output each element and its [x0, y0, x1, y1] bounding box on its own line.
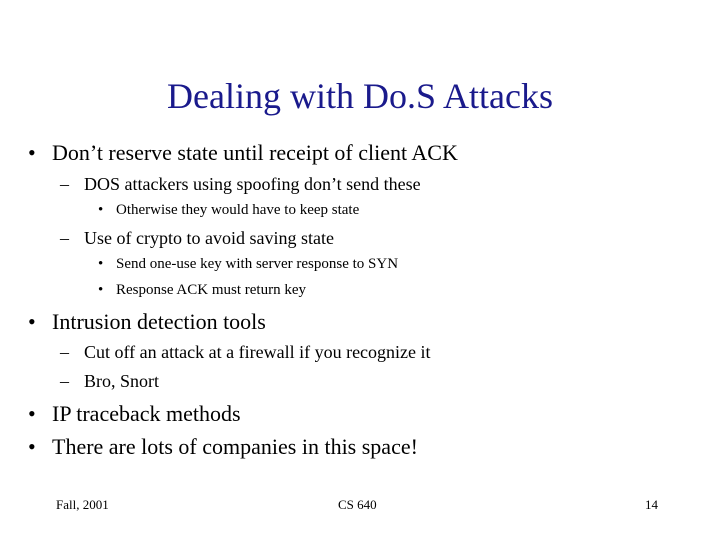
dash-marker: –: [60, 228, 69, 248]
bullet-marker: •: [98, 202, 104, 218]
sub-bullet-text: Cut off an attack at a firewall if you recognize it: [84, 342, 431, 362]
bullet-text: IP traceback methods: [52, 401, 241, 426]
footer-course: CS 640: [338, 497, 377, 512]
sub-sub-bullet-text: Response ACK must return key: [116, 282, 306, 298]
sub-bullet-text: DOS attackers using spoofing don’t send these: [84, 174, 421, 194]
bullet-marker: •: [28, 401, 36, 426]
dash-marker: –: [60, 371, 69, 391]
sub-bullet-text: Use of crypto to avoid saving state: [84, 228, 334, 248]
bullet-marker: •: [28, 309, 36, 334]
bullet-text: Intrusion detection tools: [52, 309, 266, 334]
sub-sub-bullet-text: Send one-use key with server response to SYN: [116, 256, 399, 272]
sub-bullet-text: Bro, Snort: [84, 371, 160, 391]
sub-sub-bullet-text: Otherwise they would have to keep state: [116, 202, 360, 218]
footer-page-number: 14: [645, 497, 658, 512]
bullet-marker: •: [28, 140, 36, 165]
bullet-text: Don’t reserve state until receipt of client ACK: [52, 140, 458, 165]
footer-date: Fall, 2001: [56, 497, 109, 512]
bullet-marker: •: [98, 256, 104, 272]
bullet-marker: •: [98, 282, 104, 298]
bullet-text: There are lots of companies in this space!: [52, 434, 418, 459]
bullet-marker: •: [28, 434, 36, 459]
dash-marker: –: [60, 342, 69, 362]
slide-title: Dealing with Do.S Attacks: [167, 76, 553, 116]
dash-marker: –: [60, 174, 69, 194]
